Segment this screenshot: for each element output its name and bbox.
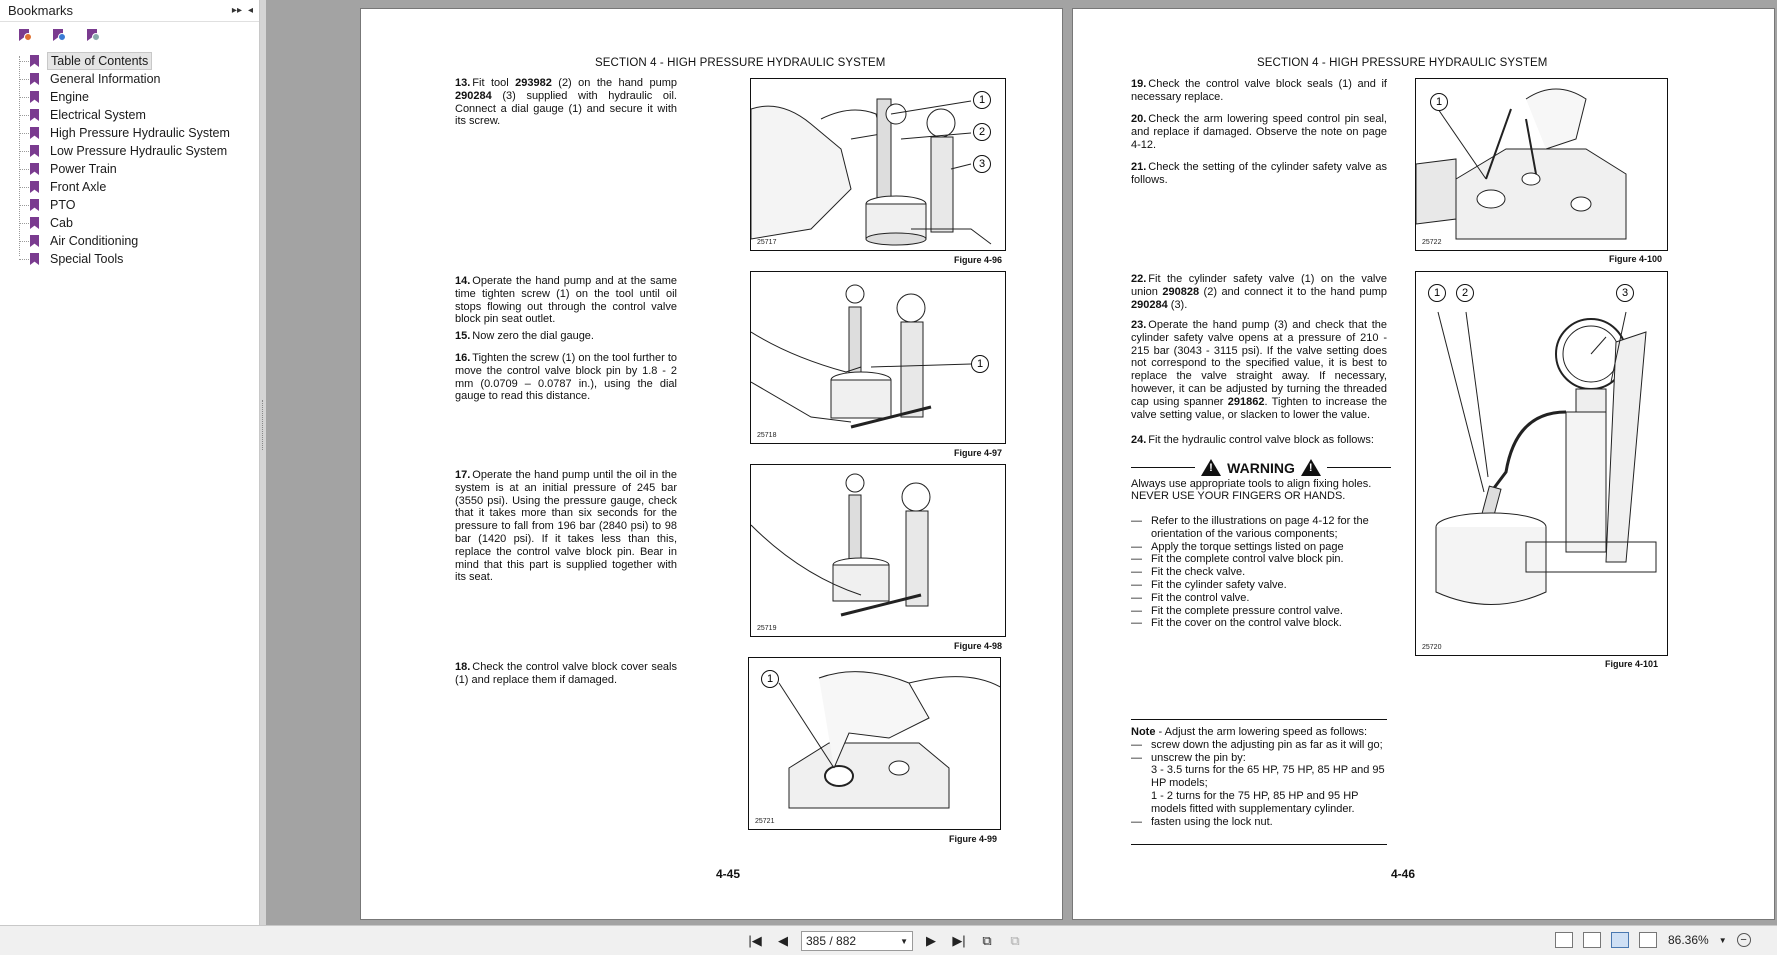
zoom-out-icon[interactable]: − — [1737, 933, 1751, 947]
bookmark-icon — [30, 55, 39, 67]
figure-code: 25718 — [757, 432, 777, 439]
valve-cover-seal-illustration — [749, 658, 1001, 830]
callout-2: 2 — [1456, 284, 1474, 302]
document-viewer[interactable] — [266, 0, 1777, 925]
bookmark-icon — [30, 91, 39, 103]
last-page-icon[interactable]: ▶| — [952, 933, 966, 948]
step-17: 17. Operate the hand pump until the oil in the system is at an initial pressure of 245 bar (3550 psi). Using the pressure gauge, check that it takes more than six seconds for the pressure to fall from 196 bar (2840 psi) to 98 bar (1420 psi). If it takes less than this, replace the control valve block pin. Bear in mind that this part is supplied together with its seat. — [455, 469, 677, 584]
splitter-grip[interactable] — [262, 400, 264, 450]
bookmark-icon — [30, 73, 39, 85]
list-item: — Apply the torque settings listed on page — [1131, 540, 1344, 553]
zoom-dropdown-icon[interactable]: ▼ — [1718, 935, 1727, 945]
list-item: — Fit the complete pressure control valve. — [1131, 604, 1343, 617]
panel-options-icon[interactable]: ▸▸ — [231, 5, 242, 16]
bookmark-table-of-contents[interactable]: Table of Contents — [30, 52, 259, 70]
bookmarks-panel — [0, 0, 260, 925]
note-box — [1131, 719, 1387, 845]
expand-bookmark-icon[interactable] — [50, 27, 68, 45]
list-item: — Fit the check valve. — [1131, 566, 1246, 579]
step-21: 21. Check the setting of the cylinder safety valve as follows. — [1131, 161, 1387, 186]
figure-code: 25720 — [1422, 644, 1442, 651]
figure-4-97-image — [750, 271, 1006, 444]
figure-code: 25717 — [757, 239, 777, 246]
step-15: 15. Now zero the dial gauge. — [455, 330, 594, 342]
callout-1: 1 — [1428, 284, 1446, 302]
add-bookmark-icon[interactable] — [16, 27, 34, 45]
page-number: 4-45 — [716, 867, 741, 881]
step-20: 20. Check the arm lowering speed control pin seal, and replace if damaged. Observe the note on page 4-12. — [1131, 113, 1387, 151]
figure-4-99-image — [748, 657, 1001, 830]
callout-3: 3 — [1616, 284, 1634, 302]
step-19: 19. Check the control valve block seals (1) and if necessary replace. — [1131, 78, 1387, 103]
next-view-icon[interactable]: ⧉ — [1010, 933, 1020, 948]
callout-1: 1 — [971, 355, 989, 373]
figure-code: 25721 — [755, 818, 775, 825]
bookmark-general-information[interactable]: General Information — [30, 70, 259, 88]
figure-caption: Figure 4-99 — [949, 834, 998, 844]
view-mode-buttons — [1555, 932, 1657, 948]
figure-code: 25722 — [1422, 239, 1442, 246]
previous-page-icon[interactable]: ◀ — [778, 933, 788, 948]
pump-pressure-test-illustration — [751, 465, 1006, 637]
bookmark-icon — [30, 217, 39, 229]
figure-caption: Figure 4-97 — [954, 448, 1003, 458]
pump-tighten-illustration — [751, 272, 1006, 444]
page-number-input[interactable]: 385 / 882 ▼ — [801, 931, 913, 951]
bookmark-power-train[interactable]: Power Train — [30, 160, 259, 178]
step-14: 14. Operate the hand pump and at the same time tighten screw (1) on the tool until oil stops flowing out through the control valve block pin seat outlet. — [455, 275, 677, 326]
bookmark-icon — [30, 109, 39, 121]
cylinder-safety-valve-illustration — [1416, 272, 1668, 656]
list-item: — Fit the cylinder safety valve. — [1131, 578, 1287, 591]
section-header: SECTION 4 - HIGH PRESSURE HYDRAULIC SYSTEM — [1257, 57, 1548, 69]
step-22: 22. Fit the cylinder safety valve (1) on the valve union 290828 (2) and connect it to the hand pump 290284 (3). — [1131, 273, 1387, 311]
note-intro: Note - Adjust the arm lowering speed as follows: — [1131, 726, 1367, 738]
figure-4-101-image — [1415, 271, 1668, 656]
list-item: — Fit the complete control valve block pin. — [1131, 553, 1344, 566]
bookmark-pto[interactable]: PTO — [30, 196, 259, 214]
note-item: 1 - 2 turns for the 75 HP, 85 HP and 95 HP models fitted with supplementary cylinder. — [1151, 789, 1359, 815]
bookmark-icon — [30, 145, 39, 157]
bookmark-icon — [30, 235, 39, 247]
pump-dial-gauge-illustration — [751, 79, 1006, 251]
bookmarks-title: Bookmarks — [8, 3, 74, 18]
list-item: — Fit the control valve. — [1131, 591, 1250, 604]
bookmark-icon — [30, 199, 39, 211]
bookmark-engine[interactable]: Engine — [30, 88, 259, 106]
zoom-control — [1668, 933, 1751, 947]
figure-code: 25719 — [757, 625, 777, 632]
callout-1: 1 — [761, 670, 779, 688]
figure-caption: Figure 4-101 — [1605, 659, 1659, 669]
warning-line-1: Always use appropriate tools to align fixing holes. — [1131, 478, 1372, 490]
page-4-46 — [1072, 8, 1775, 920]
note-item: — unscrew the pin by: — [1131, 751, 1246, 764]
bookmark-icon — [30, 127, 39, 139]
bottom-toolbar — [0, 925, 1777, 955]
step-23: 23. Operate the hand pump (3) and check that the cylinder safety valve opens at a pressure of 210 - 215 bar (3043 - 3115 psi). If the valve setting does not correspond to the specified value, it is best to replace the valve straight away. If necessary, however, it can be adjusted by turning the threaded cap using spanner 291862. Tighten to increase the valve setting value, or slacken to lower the value. — [1131, 319, 1387, 421]
control-valve-seals-illustration — [1416, 79, 1668, 251]
warning-line-2: NEVER USE YOUR FINGERS OR HANDS. — [1131, 490, 1346, 502]
figure-4-98-image — [750, 464, 1006, 637]
note-item: — fasten using the lock nut. — [1131, 815, 1273, 828]
page-4-45 — [360, 8, 1063, 920]
figure-caption: Figure 4-100 — [1609, 254, 1663, 264]
figure-caption: Figure 4-96 — [954, 255, 1003, 265]
assembly-steps-list — [1131, 515, 1389, 630]
callout-3: 3 — [973, 155, 991, 173]
figure-caption: Figure 4-98 — [954, 641, 1003, 651]
step-13: 13. Fit tool 293982 (2) on the hand pump 290284 (3) supplied with hydraulic oil. Connect a dial gauge (1) and secure it with its screw. — [455, 77, 677, 128]
bookmark-air-conditioning[interactable]: Air Conditioning — [30, 232, 259, 250]
bookmark-special-tools[interactable]: Special Tools — [30, 250, 259, 268]
bookmark-low-pressure-hydraulic[interactable]: Low Pressure Hydraulic System — [30, 142, 259, 160]
facing-view-icon[interactable] — [1611, 932, 1629, 948]
single-page-view-icon[interactable] — [1555, 932, 1573, 948]
bookmark-tree — [0, 52, 259, 268]
warning-title: WARNING — [1227, 459, 1295, 476]
section-header: SECTION 4 - HIGH PRESSURE HYDRAULIC SYSTEM — [595, 57, 886, 69]
continuous-view-icon[interactable] — [1583, 932, 1601, 948]
list-item: — Fit the cover on the control valve block. — [1131, 617, 1342, 630]
callout-2: 2 — [973, 123, 991, 141]
bookmark-electrical-system[interactable]: Electrical System — [30, 106, 259, 124]
note-item: — screw down the adjusting pin as far as it will go; — [1131, 738, 1383, 751]
figure-4-96-image — [750, 78, 1006, 251]
callout-1: 1 — [973, 91, 991, 109]
bookmark-icon — [30, 253, 39, 265]
page-number: 4-46 — [1391, 867, 1416, 881]
next-page-icon[interactable]: ▶ — [926, 933, 936, 948]
zoom-value[interactable]: 86.36% — [1668, 933, 1709, 947]
previous-view-icon[interactable]: ⧉ — [982, 933, 992, 948]
first-page-icon[interactable]: |◀ — [748, 933, 762, 948]
bookmark-cab[interactable]: Cab — [30, 214, 259, 232]
bookmarks-header — [0, 0, 259, 22]
list-item: — Refer to the illustrations on page 4-12 for the orientation of the various components; — [1131, 515, 1369, 540]
figure-4-100-image — [1415, 78, 1668, 251]
step-18: 18. Check the control valve block cover seals (1) and replace them if damaged. — [455, 661, 677, 686]
page-dropdown-icon[interactable]: ▼ — [900, 936, 908, 946]
step-24: 24. Fit the hydraulic control valve block as follows: — [1131, 434, 1374, 446]
step-16: 16. Tighten the screw (1) on the tool further to move the control valve block pin by 1.8 - 2 mm (0.0709 – 0.0787 in.), using the dial gauge to read this distance. — [455, 352, 677, 403]
continuous-facing-view-icon[interactable] — [1639, 932, 1657, 948]
page-navigation — [745, 931, 1025, 951]
warning-icon — [1301, 459, 1321, 476]
bookmark-front-axle[interactable]: Front Axle — [30, 178, 259, 196]
callout-1: 1 — [1430, 93, 1448, 111]
warning-icon — [1201, 459, 1221, 476]
bookmark-icon — [30, 163, 39, 175]
bookmark-icon — [30, 181, 39, 193]
collapse-panel-icon[interactable]: ◂ — [247, 5, 253, 16]
bookmark-high-pressure-hydraulic[interactable]: High Pressure Hydraulic System — [30, 124, 259, 142]
delete-bookmark-icon[interactable] — [84, 27, 102, 45]
note-item: 3 - 3.5 turns for the 65 HP, 75 HP, 85 HP and 95 HP models; — [1151, 764, 1385, 790]
bookmarks-toolbar — [0, 22, 259, 50]
warning-box — [1131, 459, 1391, 502]
